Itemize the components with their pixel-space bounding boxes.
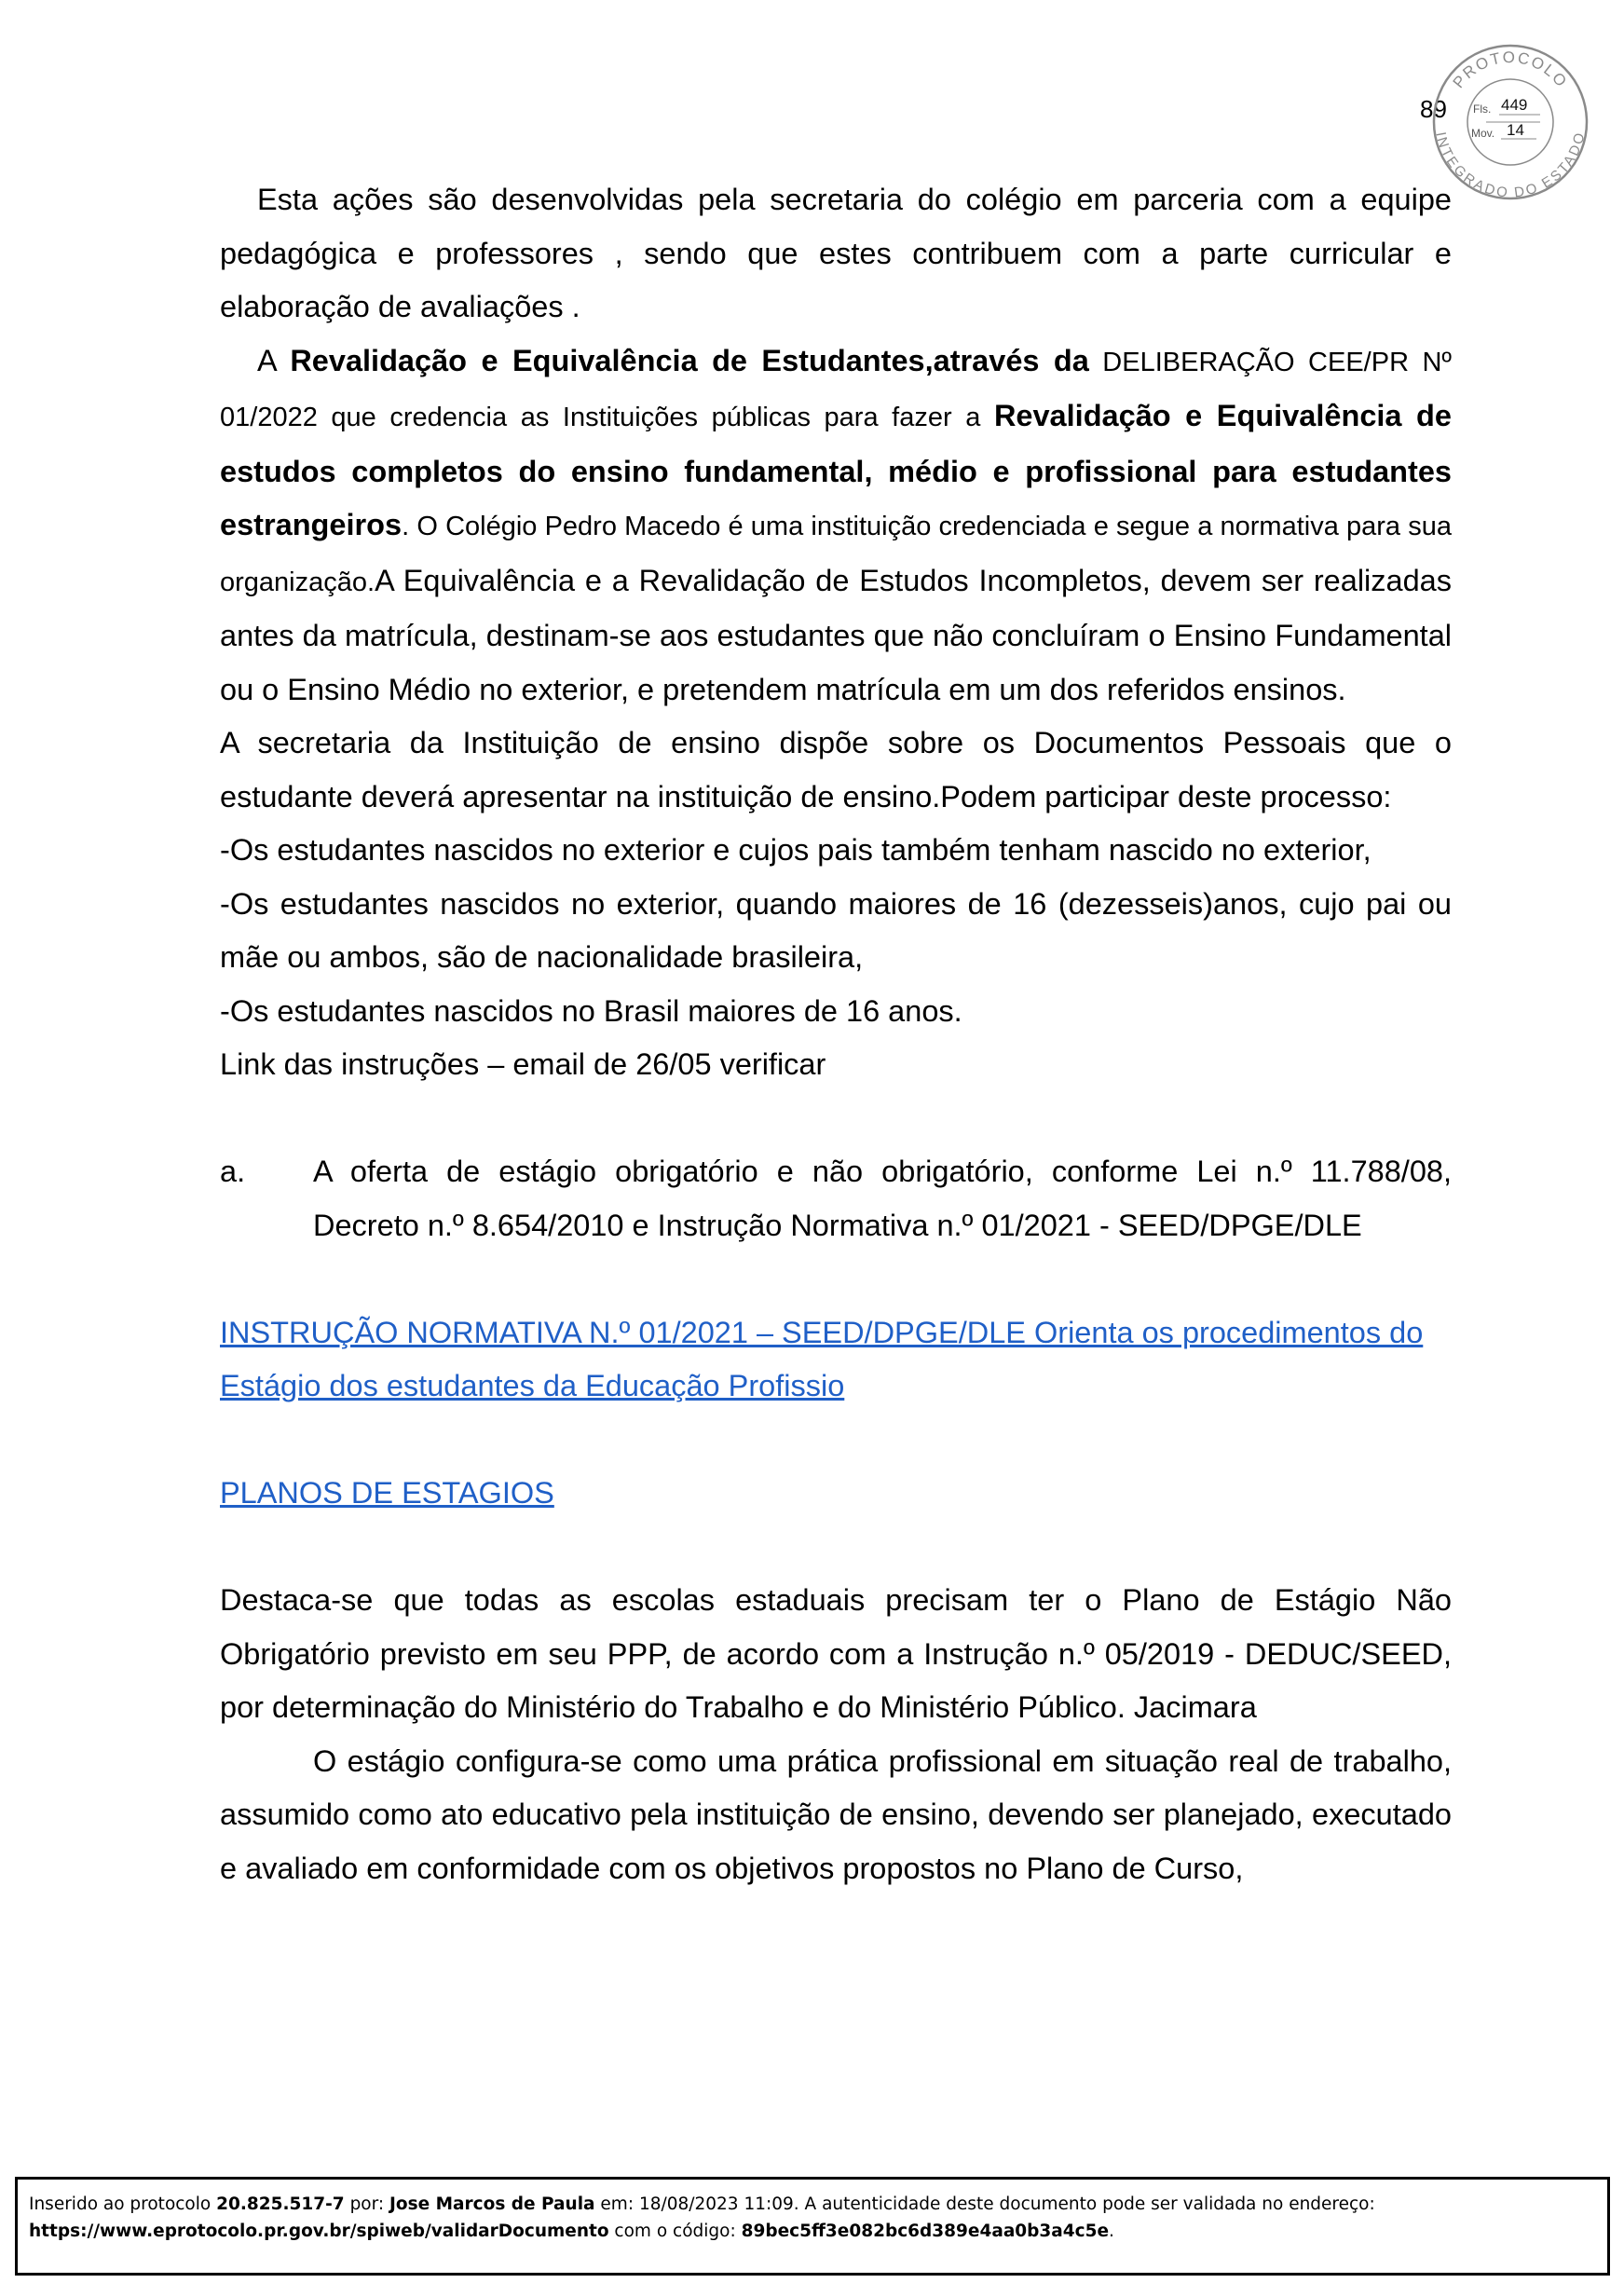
paragraph-actions: Esta ações são desenvolvidas pela secretaria do colégio em parceria com a equipe pedagógica e professores , sendo que estes contribuem com a parte curricular e elaboração de avaliações . bbox=[220, 183, 1452, 323]
seal-fls-value: 449 bbox=[1501, 96, 1528, 114]
revalidation-lead: A bbox=[257, 343, 291, 377]
list-item-a bbox=[220, 1145, 1452, 1252]
seal-mov-label: Mov. bbox=[1471, 127, 1495, 140]
list-item: -Os estudantes nascidos no exterior e cujos pais também tenham nascido no exterior, bbox=[220, 833, 1372, 867]
instrucao-normativa-link[interactable]: INSTRUÇÃO NORMATIVA N.º 01/2021 – SEED/DPGE/DLE Orienta os procedimentos do Estágio dos estudantes da Educação Profissio bbox=[220, 1315, 1424, 1402]
footer-text: . bbox=[1109, 2221, 1114, 2241]
seal-top-text: PROTOCOLO bbox=[1449, 48, 1572, 92]
list-item-text: A oferta de estágio obrigatório e não obrigatório, conforme Lei n.º 11.788/08, Decreto n.º 8.654/2010 e Instrução Normativa n.º 01/2021 - SEED/DPGE/DLE bbox=[313, 1155, 1452, 1242]
footer-line-2 bbox=[29, 2218, 1607, 2245]
paragraph-link bbox=[220, 1467, 1452, 1521]
footer-text: em: 18/08/2023 11:09. A autenticidade deste documento pode ser validada no endereço: bbox=[594, 2194, 1375, 2214]
paragraph-secretaria: A secretaria da Instituição de ensino dispõe sobre os Documentos Pessoais que o estudante deverá apresentar na instituição de ensino.Podem participar deste processo: bbox=[220, 726, 1452, 813]
list-marker: a. bbox=[220, 1155, 246, 1188]
paragraph-revalidation bbox=[220, 335, 1452, 718]
list-item: -Os estudantes nascidos no Brasil maiores de 16 anos. bbox=[220, 993, 962, 1028]
seal-fls-label: Fls. bbox=[1473, 103, 1492, 116]
spacer bbox=[220, 1092, 1452, 1146]
validation-code: 89bec5ff3e082bc6d389e4aa0b3a4c5e bbox=[741, 2221, 1110, 2241]
authentication-footer bbox=[15, 2177, 1610, 2276]
spacer bbox=[220, 1414, 1452, 1468]
paragraph-link bbox=[220, 1306, 1452, 1414]
paragraph-plano-estagio: Destaca-se que todas as escolas estaduais precisam ter o Plano de Estágio Não Obrigatório previsto em seu PPP, de acordo com a Instrução n.º 05/2019 - DEDUC/SEED, por determinação do Ministério do Trabalho e do Ministério Público. Jacimara bbox=[220, 1583, 1452, 1724]
revalidation-bold-1: Revalidação e Equivalência de Estudantes,através da bbox=[290, 343, 1089, 377]
revalidation-bold-2: Revalidação e Equivalência de estudos completos do ensino fundamental, médio e profissional para estudantes estrangeiros bbox=[220, 399, 1452, 541]
revalidation-college: . O Colégio Pedro Macedo é uma instituição credenciada e segue a normativa para sua organização. bbox=[220, 512, 1452, 597]
protocol-seal bbox=[1430, 42, 1590, 202]
seal-bottom-text: INTEGRADO DO ESTADO bbox=[1432, 130, 1589, 201]
list-item: -Os estudantes nascidos no exterior, quando maiores de 16 (dezesseis)anos, cujo pai ou mãe ou ambos, são de nacionalidade brasileira, bbox=[220, 886, 1452, 974]
revalidation-deliberation: DELIBERAÇÃO CEE/PR Nº 01/2022 que credencia as Instituições públicas para fazer a bbox=[220, 347, 1453, 432]
paragraph-estagio: O estágio configura-se como uma prática profissional em situação real de trabalho, assumido como ato educativo pela instituição de ensino, devendo ser planejado, executado e avaliado em conformidade com os objetivos propostos no Plano de Curso, bbox=[220, 1743, 1452, 1885]
spacer bbox=[220, 1521, 1452, 1575]
footer-line-1 bbox=[29, 2191, 1607, 2218]
footer-text: com o código: bbox=[608, 2221, 742, 2241]
instructions-note: Link das instruções – email de 26/05 verificar bbox=[220, 1047, 826, 1081]
page-number: 89 bbox=[1420, 95, 1447, 123]
footer-text: Inserido ao protocolo bbox=[29, 2194, 217, 2214]
author-name: Jose Marcos de Paula bbox=[389, 2194, 595, 2214]
document-body bbox=[220, 173, 1452, 1895]
validation-url[interactable]: https://www.eprotocolo.pr.gov.br/spiweb/validarDocumento bbox=[29, 2221, 609, 2241]
revalidation-equivalence: A Equivalência e a Revalidação de Estudos Incompletos, devem ser realizadas antes da matrícula, destinam-se aos estudantes que não concluíram o Ensino Fundamental ou o Ensino Médio no exterior, e pretendem matrícula em um dos referidos ensinos. bbox=[220, 563, 1452, 706]
protocol-number: 20.825.517-7 bbox=[216, 2194, 345, 2214]
spacer bbox=[220, 1252, 1452, 1306]
planos-de-estagios-link[interactable]: PLANOS DE ESTAGIOS bbox=[220, 1476, 554, 1510]
footer-text: por: bbox=[344, 2194, 390, 2214]
seal-mov-value: 14 bbox=[1507, 121, 1524, 139]
